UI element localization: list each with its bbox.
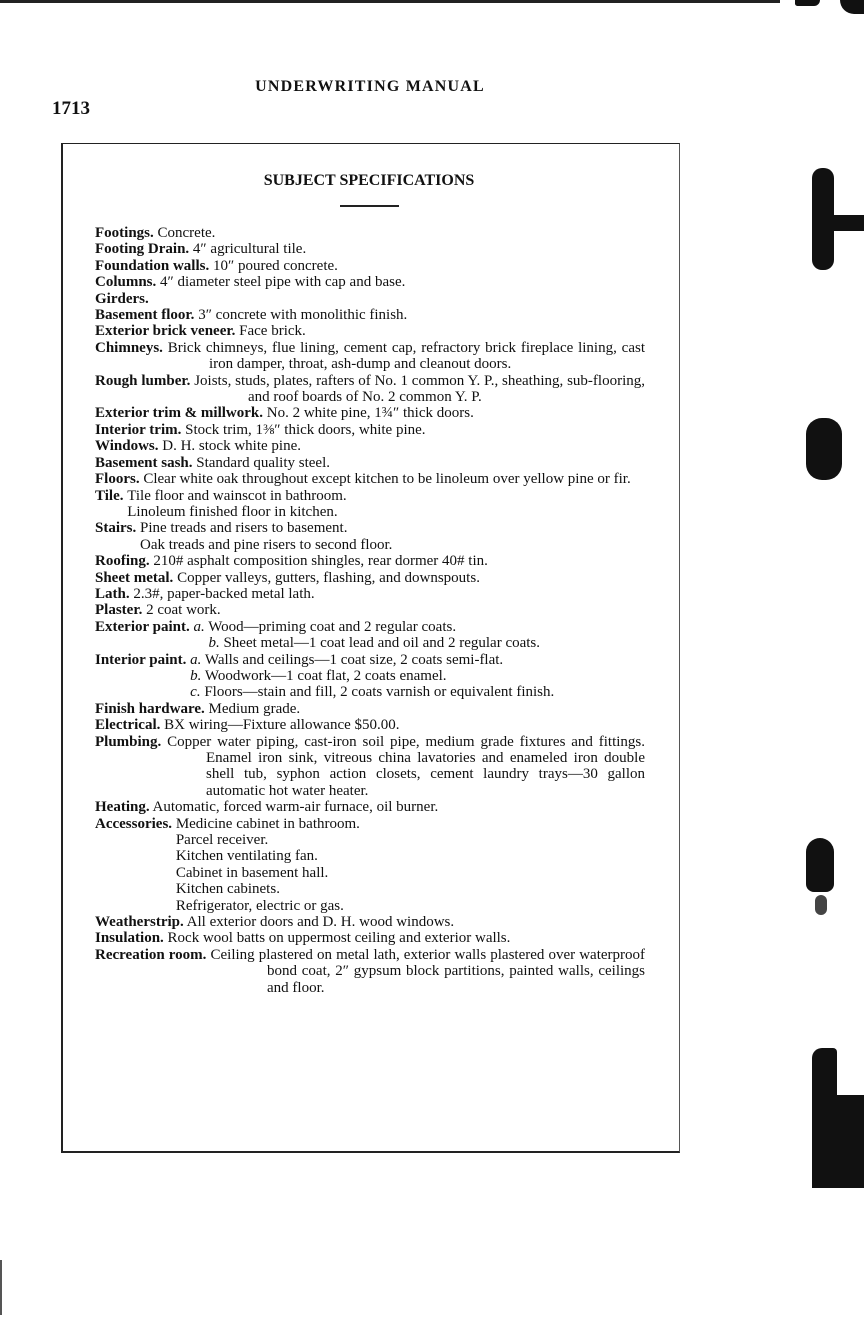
spec-footing-drain	[95, 241, 645, 257]
spec-term: Exterior paint.	[95, 618, 190, 635]
scan-corner-mark	[840, 0, 864, 14]
spec-term: Floors.	[95, 471, 140, 488]
spec-term: Exterior trim & millwork.	[95, 405, 264, 422]
spec-term: Columns.	[95, 274, 157, 291]
spec-term: Rough lumber.	[95, 372, 191, 389]
spec-text: 4″ diameter steel pipe with cap and base.	[160, 274, 406, 291]
spec-subitem	[190, 684, 618, 700]
spec-text: Concrete.	[157, 225, 216, 241]
spec-term: Insulation.	[95, 930, 164, 947]
spec-term: Recreation room.	[95, 946, 207, 963]
spec-text: 2 coat work.	[146, 602, 221, 619]
spec-term: Tile.	[95, 487, 124, 504]
spec-line: Refrigerator, electric or gas.	[175, 897, 344, 914]
item-letter: a.	[193, 618, 205, 635]
spec-sheet-metal	[95, 570, 645, 586]
item-letter: b.	[208, 635, 220, 652]
spec-lines	[176, 816, 360, 914]
spec-term: Sheet metal.	[95, 569, 174, 586]
binding-hole-mark	[815, 895, 827, 915]
spec-plumbing	[95, 734, 645, 800]
spec-lath	[95, 586, 645, 602]
spec-interior-trim	[95, 422, 645, 438]
spec-text: BX wiring—Fixture allowance $50.00.	[164, 717, 400, 734]
spec-floors	[95, 471, 645, 487]
spec-text: 10″ poured concrete.	[212, 257, 338, 274]
spec-text: 3″ concrete with monolithic finish.	[198, 307, 408, 324]
spec-text: 2.3#, paper-backed metal lath.	[133, 585, 315, 602]
spec-term: Accessories.	[95, 815, 173, 832]
spec-sublist	[190, 652, 618, 701]
spec-term: Chimneys.	[95, 339, 163, 356]
spec-recreation-room	[95, 947, 645, 996]
spec-line: Pine treads and risers to basement.	[140, 520, 348, 537]
spec-basement-floor	[95, 307, 645, 323]
spec-line: Kitchen cabinets.	[175, 881, 280, 898]
spec-line: Tile floor and wainscot in bathroom.	[127, 487, 347, 504]
spec-term: Roofing.	[95, 553, 150, 570]
spec-term: Interior trim.	[95, 421, 182, 438]
spec-term: Heating.	[95, 799, 150, 816]
spec-line: Linoleum finished floor in kitchen.	[127, 503, 338, 520]
item-letter: c.	[190, 684, 201, 701]
spec-text: All exterior doors and D. H. wood windows.	[186, 914, 455, 931]
spec-text: Medium grade.	[208, 700, 301, 717]
spec-text: 4″ agricultural tile.	[192, 241, 307, 258]
running-title: UNDERWRITING MANUAL	[255, 78, 485, 95]
spec-basement-sash	[95, 455, 645, 471]
spec-term: Plumbing.	[95, 733, 162, 750]
spec-term: Weatherstrip.	[95, 914, 184, 931]
spec-text: Copper water piping, cast-iron soil pipe, medium grade fixtures and fittings. Enamel iron sink, vitreous china lavatories and enameled iron double shell tub, syphon action closets, cement laundry trays—30 gallon automatic hot water heater.	[167, 733, 645, 799]
spec-text: Copper valleys, gutters, flashing, and downspouts.	[177, 569, 480, 586]
spec-text: Ceiling plastered on metal lath, exterior walls plastered over waterproof bond coat, 2″ gypsum block partitions, painted walls, ceilings and floor.	[210, 946, 646, 996]
spec-girders	[95, 291, 645, 307]
scan-left-edge	[0, 1260, 2, 1315]
spec-term: Plaster.	[95, 602, 143, 619]
spec-line: Cabinet in basement hall.	[175, 864, 329, 881]
spec-accessories	[95, 816, 645, 914]
spec-term: Basement floor.	[95, 307, 195, 324]
item-text: Woodwork—1 coat flat, 2 coats enamel.	[204, 667, 447, 684]
spec-text: D. H. stock white pine.	[162, 438, 301, 455]
binding-hole-mark	[828, 215, 864, 231]
spec-rough-lumber	[95, 373, 645, 406]
spec-term: Stairs.	[95, 520, 137, 537]
spec-term: Footings.	[95, 225, 154, 241]
item-text: Wood—priming coat and 2 regular coats.	[208, 618, 457, 635]
spec-line: Medicine cabinet in bathroom.	[175, 815, 360, 832]
spec-term: Finish hardware.	[95, 700, 205, 717]
spec-subitem	[190, 652, 618, 668]
spec-stairs	[95, 520, 645, 553]
spec-term: Basement sash.	[95, 454, 193, 471]
spec-finish-hardware	[95, 701, 645, 717]
spec-subitem	[190, 668, 618, 684]
specifications-list	[95, 225, 645, 996]
spec-weatherstrip	[95, 914, 645, 930]
title-rule	[340, 205, 399, 207]
binding-hole-mark	[806, 418, 842, 480]
spec-columns	[95, 274, 645, 290]
spec-foundation-walls	[95, 258, 645, 274]
scan-ink-mark	[795, 0, 820, 6]
spec-exterior-trim	[95, 405, 645, 421]
spec-text: Face brick.	[239, 323, 306, 340]
spec-text: No. 2 white pine, 1¾″ thick doors.	[266, 405, 474, 422]
spec-plaster	[95, 602, 645, 618]
spec-line: Kitchen ventilating fan.	[175, 848, 318, 865]
spec-term: Girders.	[95, 290, 149, 307]
spec-line: Parcel receiver.	[175, 832, 269, 849]
spec-tile	[95, 488, 645, 521]
spec-term: Interior paint.	[95, 651, 187, 668]
spec-text: 210# asphalt composition shingles, rear dormer 40# tin.	[153, 553, 488, 570]
spec-text: Clear white oak throughout except kitchen to be linoleum over yellow pine or fir.	[143, 471, 631, 488]
spec-heating	[95, 799, 645, 815]
item-text: Sheet metal—1 coat lead and oil and 2 regular coats.	[223, 635, 541, 652]
scan-top-edge	[0, 0, 780, 3]
spec-insulation	[95, 930, 645, 946]
spec-electrical	[95, 717, 645, 733]
spec-text: Automatic, forced warm-air furnace, oil burner.	[152, 799, 439, 816]
spec-text: Stock trim, 1⅜″ thick doors, white pine.	[185, 421, 426, 438]
binding-hole-mark	[830, 1095, 864, 1188]
item-letter: b.	[190, 667, 202, 684]
spec-text: Brick chimneys, flue lining, cement cap, refractory brick fireplace lining, cast iron damper, throat, ash-dump and cleanout doors.	[167, 339, 645, 373]
spec-term: Footing Drain.	[95, 241, 190, 258]
item-text: Walls and ceilings—1 coat size, 2 coats semi-flat.	[204, 651, 504, 668]
spec-exterior-brick-veneer	[95, 323, 645, 339]
spec-term: Windows.	[95, 438, 159, 455]
box-title: SUBJECT SPECIFICATIONS	[263, 172, 475, 189]
spec-lines	[127, 488, 346, 521]
spec-term: Exterior brick veneer.	[95, 323, 236, 340]
item-text: Floors—stain and fill, 2 coats varnish or equivalent finish.	[204, 684, 555, 701]
spec-chimneys	[95, 340, 645, 373]
spec-term: Lath.	[95, 585, 130, 602]
spec-text: Joists, studs, plates, rafters of No. 1 common Y. P., sheathing, sub-flooring, and roof boards of No. 2 common Y. P.	[194, 372, 645, 406]
spec-exterior-paint	[95, 619, 645, 652]
spec-text: Standard quality steel.	[196, 454, 330, 471]
spec-line: Oak treads and pine risers to second floor.	[140, 536, 393, 553]
binding-hole-mark	[806, 838, 834, 892]
spec-lines	[140, 520, 392, 553]
item-letter: a.	[190, 651, 202, 668]
spec-interior-paint	[95, 652, 645, 701]
spec-subitem	[208, 635, 621, 651]
page-number: 1713	[52, 98, 90, 119]
spec-roofing	[95, 553, 645, 569]
spec-footings	[95, 225, 645, 241]
spec-sublist	[193, 619, 621, 652]
spec-term: Foundation walls.	[95, 257, 210, 274]
spec-text: Rock wool batts on uppermost ceiling and exterior walls.	[167, 930, 511, 947]
spec-subitem	[193, 619, 621, 635]
spec-term: Electrical.	[95, 717, 161, 734]
spec-windows	[95, 438, 645, 454]
